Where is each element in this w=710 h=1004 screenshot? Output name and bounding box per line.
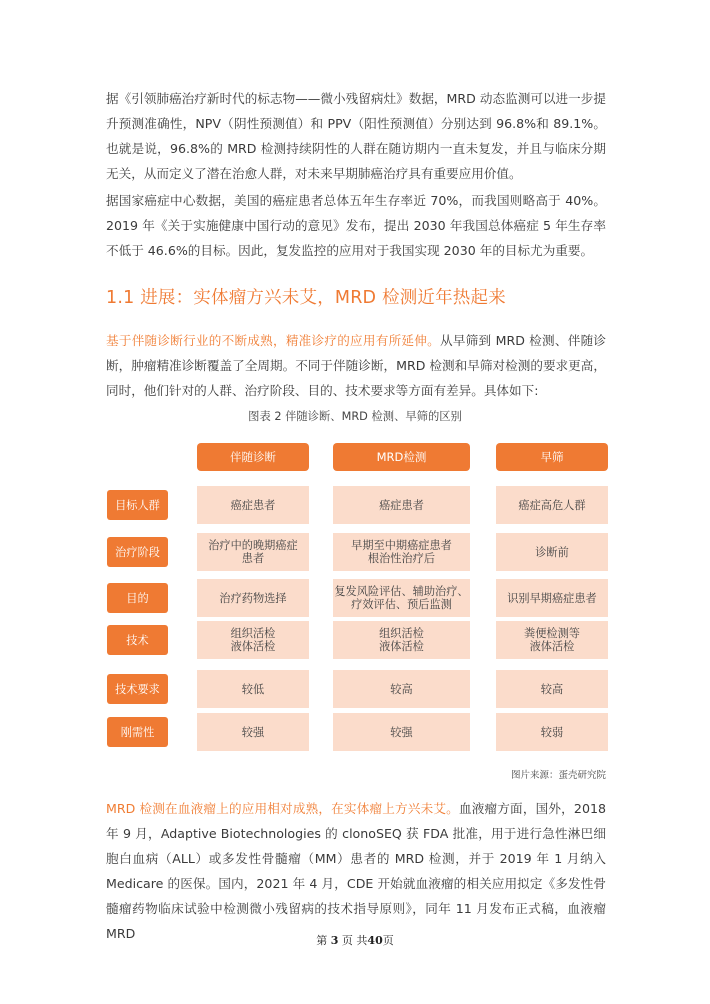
column-header: MRD检测: [333, 443, 470, 471]
section-heading: 1.1 进展：实体瘤方兴未艾，MRD 检测近年热起来: [106, 288, 506, 308]
footer-middle: 页 共: [341, 934, 368, 947]
table-cell: 癌症高危人群: [496, 486, 608, 524]
table-cell: 较强: [333, 713, 470, 751]
table-cell: 识别早期癌症患者: [496, 579, 608, 617]
row-header: 技术: [107, 625, 168, 655]
table-cell: 癌症患者: [197, 486, 309, 524]
table-cell: 较强: [197, 713, 309, 751]
table-cell: 较低: [197, 670, 309, 708]
highlight-text: 基于伴随诊断行业的不断成熟，精准诊疗的应用有所延伸。: [106, 333, 440, 348]
column-header: 早筛: [496, 443, 608, 471]
table-cell: 较高: [333, 670, 470, 708]
table-cell: 治疗中的晚期癌症 患者: [197, 533, 309, 571]
table-cell: 较高: [496, 670, 608, 708]
row-header: 目的: [107, 583, 168, 613]
table-cell: 诊断前: [496, 533, 608, 571]
highlight-text: MRD 检测在血液瘤上的应用相对成熟，在实体瘤上方兴未艾。: [106, 801, 459, 816]
table-cell: 组织活检 液体活检: [197, 621, 309, 659]
paragraph-survival-rate: 据国家癌症中心数据，美国的癌症患者总体五年生存率近 70%，而我国则略高于 40%。2019 年《关于实施健康中国行动的意见》发布，提出 2030 年我国总体癌症 5 年生存率不低于 46.6%的目标。因此，复发监控的应用对于我国实现 2030 年的目标尤为重要。: [106, 193, 606, 258]
table-cell: 组织活检 液体活检: [333, 621, 470, 659]
paragraph-precision-diagnosis: [106, 328, 606, 403]
table-cell: 癌症患者: [333, 486, 470, 524]
table-cell: 粪便检测等 液体活检: [496, 621, 608, 659]
footer-suffix: 页: [382, 934, 394, 947]
page-footer: [0, 932, 710, 948]
figure-source: 图片来源：蛋壳研究院: [510, 770, 606, 781]
table-cell: 治疗药物选择: [197, 579, 309, 617]
row-header: 治疗阶段: [107, 537, 168, 567]
column-header: 伴随诊断: [197, 443, 309, 471]
page-number: 3: [330, 934, 339, 947]
row-header: 技术要求: [107, 674, 168, 704]
body-text: 从早筛到 MRD 检测、伴随诊断，肿瘤精准诊断覆盖了全周期。不同于伴随诊断，MRD 检测和早筛对检测的要求更高，同时，他们针对的人群、治疗阶段、目的、技术要求等方面有差异。具体如下:: [106, 333, 607, 398]
table-cell: 复发风险评估、辅助治疗、 疗效评估、预后监测: [333, 579, 470, 617]
row-header: 刚需性: [107, 717, 168, 747]
paragraph-mrd-prediction: 据《引领肺癌治疗新时代的标志物——微小残留病灶》数据，MRD 动态监测可以进一步提升预测准确性，NPV（阴性预测值）和 PPV（阳性预测值）分别达到 96.8%和 89.1%。也就是说，96.8%的 MRD 检测持续阴性的人群在随访期内一直未复发，并且与临床分期无关，从而定义了潜在治愈人群，对未来早期肺癌治疗具有重要应用价值。: [106, 91, 606, 181]
row-header: 目标人群: [107, 490, 168, 520]
body-text: 血液瘤方面，国外，2018 年 9 月，Adaptive Biotechnologies 的 clonoSEQ 获 FDA 批准，用于进行急性淋巴细胞白血病（ALL）或多发性骨髓瘤（MM）患者的 MRD 检测，并于 2019 年 1 月纳入 Medicare 的医保。国内，2021 年 4 月，CDE 开始就血液瘤的相关应用拟定《多发性骨髓瘤药物临床试验中检测微小残留病的技术指导原则》，同年 11 月发布正式稿，血液瘤 MRD: [106, 801, 606, 941]
table-cell: 较弱: [496, 713, 608, 751]
footer-prefix: 第: [316, 934, 328, 947]
total-pages: 40: [367, 934, 383, 947]
paragraph-hematologic-mrd: [106, 796, 606, 946]
table-cell: 早期至中期癌症患者 根治性治疗后: [333, 533, 470, 571]
figure-caption: 图表 2 伴随诊断、MRD 检测、早筛的区别: [248, 410, 462, 423]
